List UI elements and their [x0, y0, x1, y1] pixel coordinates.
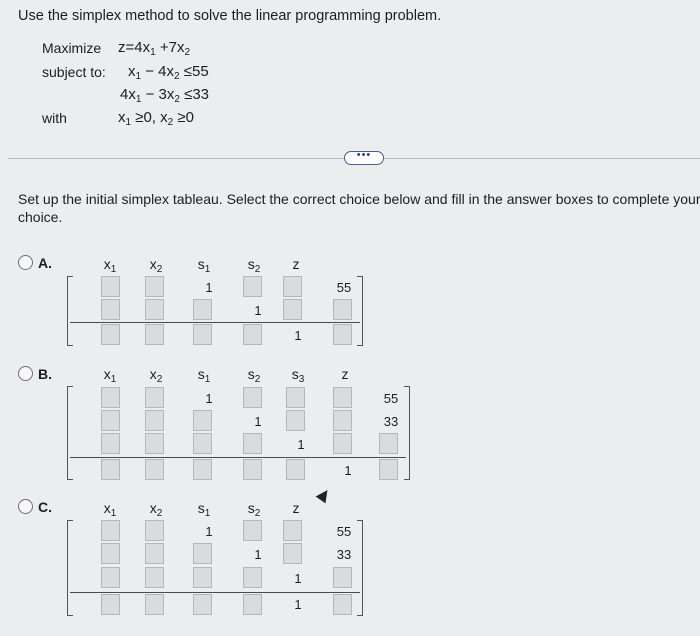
- option-a-left-bracket: [67, 276, 73, 346]
- option-b-value-s1: 1: [205, 391, 213, 406]
- option-a-cell-r2c2[interactable]: [145, 299, 164, 320]
- option-b-value-s2: 1: [254, 414, 262, 429]
- option-b-cell-r1c2[interactable]: [145, 387, 164, 408]
- option-c-value-s2: 1: [254, 547, 262, 562]
- option-c-cell-r1c5[interactable]: [283, 520, 302, 541]
- objective-function: $z=4x_1 +7x_2$: [118, 39, 191, 58]
- option-c-cell-r1c2[interactable]: [145, 520, 164, 541]
- option-b-header-x2: $x_2$: [149, 366, 163, 385]
- option-c-cell-r3c2[interactable]: [145, 567, 164, 588]
- option-c-header-s1: $s_1$: [197, 500, 211, 519]
- option-b-header-s1: $s_1$: [197, 366, 211, 385]
- option-b-cell-r4c1[interactable]: [101, 459, 120, 480]
- option-a-value-s2: 1: [254, 303, 262, 318]
- option-c-value-s1: 1: [205, 524, 213, 539]
- option-a-header-x1: $x_1$: [103, 256, 117, 275]
- option-a-objective-separator: [70, 322, 360, 323]
- option-c-header-x1: $x_1$: [103, 500, 117, 519]
- option-b-cell-r4c4[interactable]: [243, 459, 262, 480]
- constraint-1: $x_1 - 4x_2 \le 55$: [128, 63, 209, 82]
- option-b-cell-r3c6[interactable]: [333, 433, 352, 454]
- option-b-header-z: z: [341, 366, 349, 382]
- option-b-cell-r3c3[interactable]: [193, 433, 212, 454]
- option-a-header-x2: $x_2$: [149, 256, 163, 275]
- option-b-value-rhs1: 55: [383, 391, 399, 406]
- with-label: with: [42, 110, 67, 126]
- option-b-cell-r1c5[interactable]: [286, 387, 305, 408]
- option-b-radio[interactable]: [18, 366, 33, 381]
- option-b-cell-r1c4[interactable]: [243, 387, 262, 408]
- option-a-value-rhs1: 55: [336, 280, 352, 295]
- option-c-right-bracket: [357, 520, 363, 616]
- option-a-label: A.: [38, 255, 52, 271]
- option-c-cell-r4c2[interactable]: [145, 594, 164, 615]
- option-b-cell-r4c5[interactable]: [286, 459, 305, 480]
- option-a-cell-r2c6[interactable]: [333, 299, 352, 320]
- option-b-value-rhs2: 33: [383, 414, 399, 429]
- option-c-cell-r4c3[interactable]: [193, 594, 212, 615]
- option-c-value-rhs2: 33: [336, 547, 352, 562]
- option-a-cell-r3c2[interactable]: [145, 324, 164, 345]
- option-c-cell-r2c5[interactable]: [283, 543, 302, 564]
- subject-to-label: subject to:: [42, 64, 106, 80]
- option-c-value-z: 1: [294, 597, 302, 612]
- option-c-value-rhs1: 55: [336, 524, 352, 539]
- option-c-objective-separator: [70, 592, 360, 593]
- option-b-header-s2: $s_2$: [247, 366, 261, 385]
- option-c-cell-r2c3[interactable]: [193, 543, 212, 564]
- option-a-cell-r2c1[interactable]: [101, 299, 120, 320]
- option-b-cell-r1c1[interactable]: [101, 387, 120, 408]
- option-b-value-s3: 1: [297, 437, 305, 452]
- option-a-cell-r1c1[interactable]: [101, 276, 120, 297]
- option-b-cell-r2c6[interactable]: [333, 410, 352, 431]
- option-b-cell-r4c7[interactable]: [379, 459, 398, 480]
- instruction-text: Use the simplex method to solve the linear programming problem.: [18, 8, 442, 24]
- mouse-cursor-icon: [316, 487, 333, 504]
- option-b-header-x1: $x_1$: [103, 366, 117, 385]
- option-c-value-r3-z: 1: [294, 571, 302, 586]
- option-b-cell-r2c3[interactable]: [193, 410, 212, 431]
- option-c-cell-r3c1[interactable]: [101, 567, 120, 588]
- option-b-objective-separator: [70, 457, 406, 458]
- option-c-header-x2: $x_2$: [149, 500, 163, 519]
- option-c-cell-r2c1[interactable]: [101, 543, 120, 564]
- option-b-label: B.: [38, 366, 52, 382]
- option-b-right-bracket: [404, 386, 410, 480]
- option-a-cell-r3c1[interactable]: [101, 324, 120, 345]
- option-c-cell-r2c2[interactable]: [145, 543, 164, 564]
- option-c-cell-r4c1[interactable]: [101, 594, 120, 615]
- option-b-cell-r3c2[interactable]: [145, 433, 164, 454]
- option-a-cell-r3c6[interactable]: [333, 324, 352, 345]
- option-c-cell-r4c4[interactable]: [243, 594, 262, 615]
- option-a-cell-r3c4[interactable]: [243, 324, 262, 345]
- option-a-value-z: 1: [294, 328, 302, 343]
- option-b-cell-r3c4[interactable]: [243, 433, 262, 454]
- option-b-cell-r2c2[interactable]: [145, 410, 164, 431]
- option-a-cell-r1c5[interactable]: [283, 276, 302, 297]
- option-c-cell-r3c4[interactable]: [243, 567, 262, 588]
- option-c-cell-r4c6[interactable]: [333, 594, 352, 615]
- option-a-value-s1: 1: [205, 280, 213, 295]
- option-a-header-z: z: [292, 256, 300, 272]
- option-a-header-s1: $s_1$: [197, 256, 211, 275]
- option-c-cell-r1c1[interactable]: [101, 520, 120, 541]
- option-b-cell-r4c3[interactable]: [193, 459, 212, 480]
- option-c-header-s2: $s_2$: [247, 500, 261, 519]
- option-a-cell-r2c5[interactable]: [283, 299, 302, 320]
- option-a-cell-r1c4[interactable]: [243, 276, 262, 297]
- option-c-header-z: z: [292, 500, 300, 516]
- option-c-cell-r1c4[interactable]: [243, 520, 262, 541]
- option-b-value-z: 1: [344, 463, 352, 478]
- option-c-cell-r3c3[interactable]: [193, 567, 212, 588]
- option-a-cell-r1c2[interactable]: [145, 276, 164, 297]
- option-b-cell-r4c2[interactable]: [145, 459, 164, 480]
- option-b-cell-r3c7[interactable]: [379, 433, 398, 454]
- option-b-left-bracket: [67, 386, 73, 480]
- constraint-2: $4x_1 - 3x_2 \le 33$: [120, 86, 210, 105]
- option-b-cell-r3c1[interactable]: [101, 433, 120, 454]
- option-c-radio[interactable]: [18, 499, 33, 514]
- option-a-header-s2: $s_2$: [247, 256, 261, 275]
- option-a-cell-r2c3[interactable]: [193, 299, 212, 320]
- option-a-cell-r3c3[interactable]: [193, 324, 212, 345]
- option-a-radio[interactable]: [18, 255, 33, 270]
- option-a-right-bracket: [357, 276, 363, 346]
- option-b-cell-r2c5[interactable]: [286, 410, 305, 431]
- option-b-header-s3: $s_3$: [291, 366, 305, 385]
- nonnegativity-constraint: $x_1 \ge 0$, $x_2 \ge 0$: [118, 109, 194, 128]
- option-b-cell-r2c1[interactable]: [101, 410, 120, 431]
- option-c-left-bracket: [67, 520, 73, 616]
- maximize-label: Maximize: [42, 40, 102, 56]
- setup-instruction: Set up the initial simplex tableau. Select the correct choice below and fill in the answer boxes to complete your choice.: [18, 191, 700, 225]
- option-c-label: C.: [38, 499, 52, 515]
- option-c-cell-r3c6[interactable]: [333, 567, 352, 588]
- option-b-cell-r1c6[interactable]: [333, 387, 352, 408]
- more-options-button[interactable]: •••: [344, 151, 384, 165]
